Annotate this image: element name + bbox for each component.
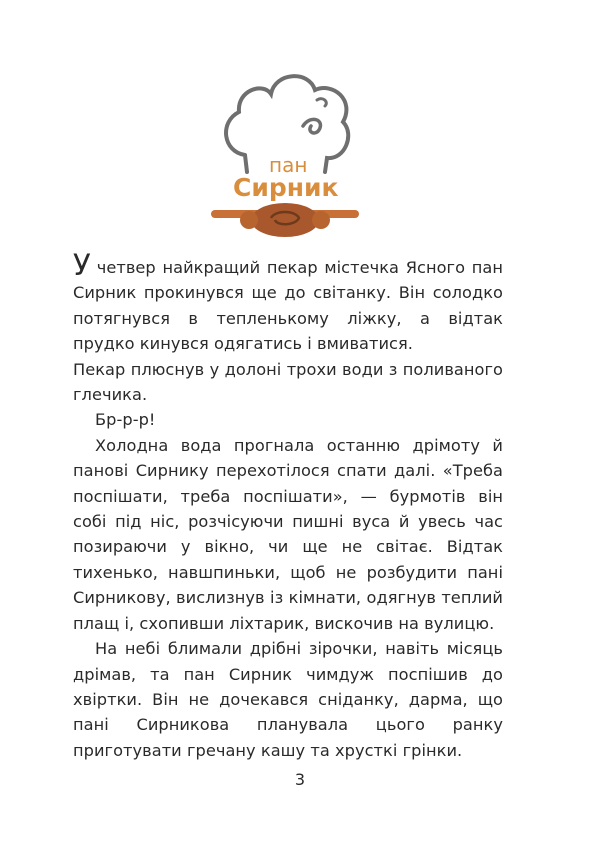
drop-cap: У (73, 248, 91, 282)
paragraph-4: Холодна вода прогнала останню дрімоту й панові Сирнику перехотілося спати далі. «Треба поспішати, треба поспішати», — бурмотів він собі під ніс, розчісуючи пишні вуса й увесь час позираючи у вікно, чи ще не світає. Відтак тихенько, навшпиньки, щоб не розбудити пані Сирникову, вислизнув із кімнати, одягнув теплий плащ і, схопивши ліхтарик, вискочив на вулицю. (73, 435, 503, 633)
logo-line1: пан (269, 153, 308, 177)
small-bun-left-icon (240, 211, 258, 229)
paragraph-2: Пекар плюснув у долоні трохи води з поливаного глечика. (73, 359, 503, 405)
paragraph-1-text: четвер найкращий пекар містечка Ясного пан Сирник прокинувся ще до світанку. Він солодко потягнувся в тепленькому ліжку, а відтак прудко кинувся одягатись і вмиватися. (73, 258, 503, 354)
hat-swirl (303, 119, 320, 133)
hat-swirl-small (317, 99, 326, 106)
chef-hat-logo-graphic (205, 60, 365, 245)
paragraph-3: Бр-р-р! (95, 410, 156, 430)
bun-icon (251, 203, 319, 237)
paragraph-1 (73, 248, 503, 357)
book-logo (205, 60, 365, 245)
paragraph-5: На небі блимали дрібні зірочки, навіть місяць дрімав, та пан Сирник чимдуж поспішив до хвіртки. Він не дочекався сніданку, дарма, що пані Сирникова планувала цього ранку приготувати гречану кашу та хрусткі грінки. (73, 639, 503, 760)
logo-line2: Сирник (233, 173, 339, 202)
small-bun-right-icon (312, 211, 330, 229)
story-text (73, 248, 503, 763)
page-number: 3 (294, 770, 306, 789)
